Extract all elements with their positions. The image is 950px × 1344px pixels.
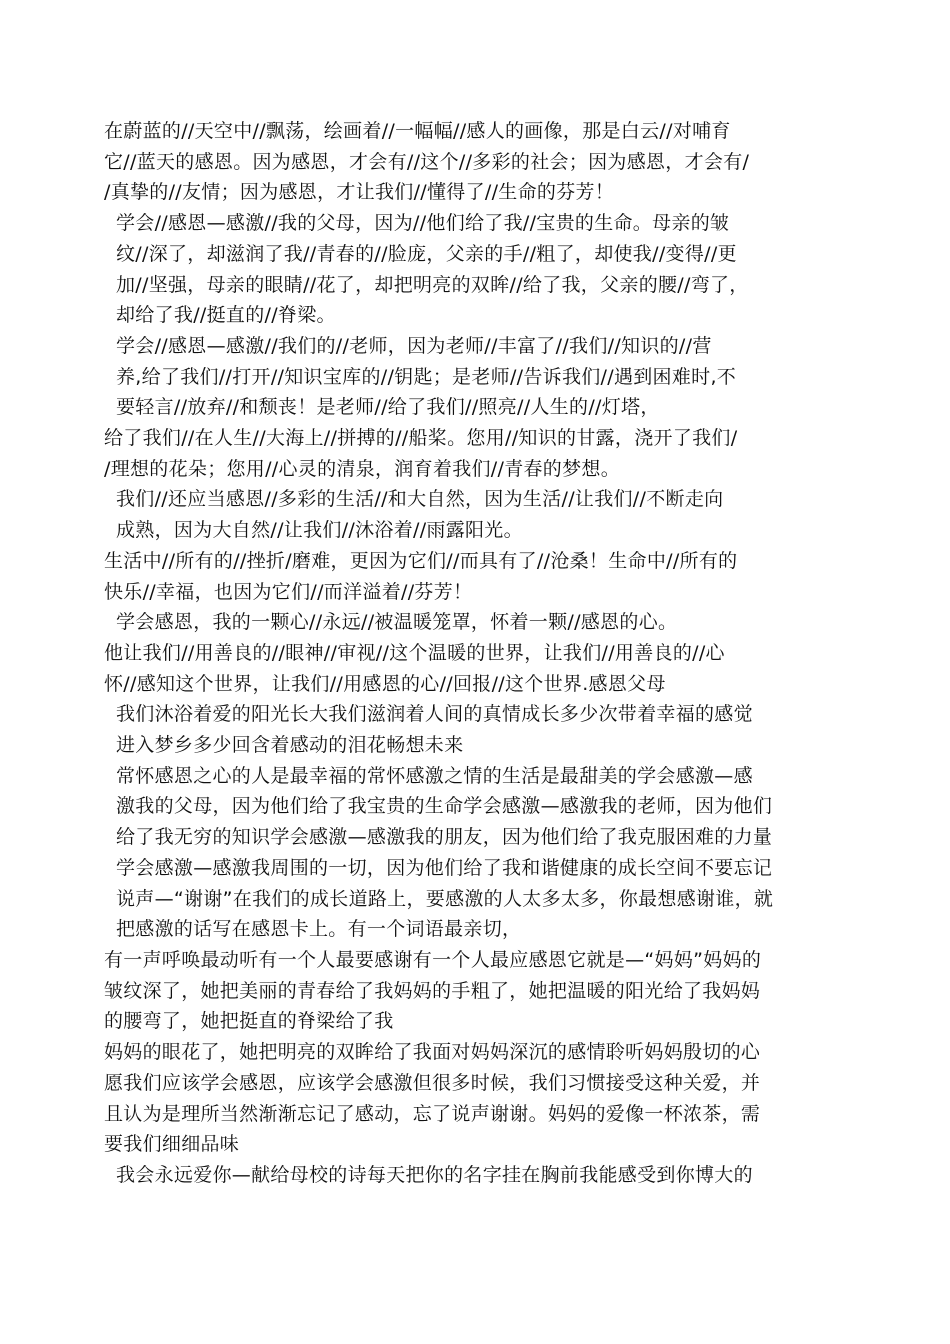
paragraph-9: 我们沐浴着爱的阳光长大我们滋润着人间的真情成长多少次带着幸福的感觉 进入梦乡多少回含着感动的泪花畅想未来	[116, 703, 753, 757]
paragraph-10: 常怀感恩之心的人是最幸福的常怀感激之情的生活是最甜美的学会感激—感 激我的父母，因为他们给了我宝贵的生命学会感激—感激我的老师，因为他们 给了我无穷的知识学会感激—感激我的朋友，因为他们给了我克服困难的力量 学会感激—感激我周围的一切，因为他们给了我和谐健康的成长空间不要忘记 说声—“谢谢”在我们的成长道路上，要感激的人太多太多，你最想感谢谁，就 把感激的话写在感恩卡上。有一个词语最亲切，	[116, 764, 774, 941]
document-body	[104, 116, 844, 1191]
paragraph-13: 我会永远爱你—献给母校的诗每天把你的名字挂在胸前我能感受到你博大的	[116, 1163, 753, 1186]
paragraph-12: 妈妈的眼花了，她把明亮的双眸给了我面对妈妈深沉的感情聆听妈妈殷切的心 愿我们应该学会感恩，应该学会感激但很多时候，我们习惯接受这种关爱，并 且认为是理所当然渐渐忘记了感动，忘了说声谢谢。妈妈的爱像一杯浓茶，需 要我们细细品味	[104, 1041, 761, 1156]
paragraph-8: 他让我们//用善良的//眼神//审视//这个温暖的世界，让我们//用善良的//心 怀//感知这个世界，让我们//用感恩的心//回报//这个世界.感恩父母	[104, 641, 725, 695]
paragraph-5: 我们//还应当感恩//多彩的生活//和大自然，因为生活//让我们//不断走向 成熟，因为大自然//让我们//沐浴着//雨露阳光。	[116, 488, 724, 542]
paragraph-6: 生活中//所有的//挫折/磨难，更因为它们//而具有了//沧桑！生命中//所有的 快乐//幸福，也因为它们//而洋溢着//芬芳！	[104, 549, 738, 603]
paragraph-3: 学会//感恩—感激//我们的//老师，因为老师//丰富了//我们//知识的//营 养,给了我们//打开//知识宝库的//钥匙；是老师//告诉我们//遇到困难时,不 要轻言//放弃//和颓丧！是老师//给了我们//照亮//人生的//灯塔，	[116, 334, 737, 419]
paragraph-4: 给了我们//在人生//大海上//拼搏的//船桨。您用//知识的甘露，浇开了我们/ /理想的花朵；您用//心灵的清泉，润育着我们//青春的梦想。	[104, 427, 738, 480]
paragraph-2: 学会//感恩—感激//我的父母，因为//他们给了我//宝贵的生命。母亲的皱 纹//深了，却滋润了我//青春的//脸庞，父亲的手//粗了，却使我//变得//更 加//坚强，母亲的眼睛//花了，却把明亮的双眸//给了我，父亲的腰//弯了， 却给了我//挺直的//脊梁。	[116, 212, 749, 327]
paragraph-1: 在蔚蓝的//天空中//飘荡，绘画着//一幅幅//感人的画像，那是白云//对哺育 它//蓝天的感恩。因为感恩，才会有//这个//多彩的社会；因为感恩，才会有/ /真挚的//友情；因为感恩，才让我们//懂得了//生命的芬芳！	[104, 120, 750, 204]
paragraph-7: 学会感恩，我的一颗心//永远//被温暖笼罩，怀着一颗//感恩的心。	[116, 611, 678, 634]
paragraph-11: 有一声呼唤最动听有一个人最要感谢有一个人最应感恩它就是—“妈妈”妈妈的 皱纹深了，她把美丽的青春给了我妈妈的手粗了，她把温暖的阳光给了我妈妈 的腰弯了，她把挺直的脊梁给了我	[104, 948, 762, 1033]
